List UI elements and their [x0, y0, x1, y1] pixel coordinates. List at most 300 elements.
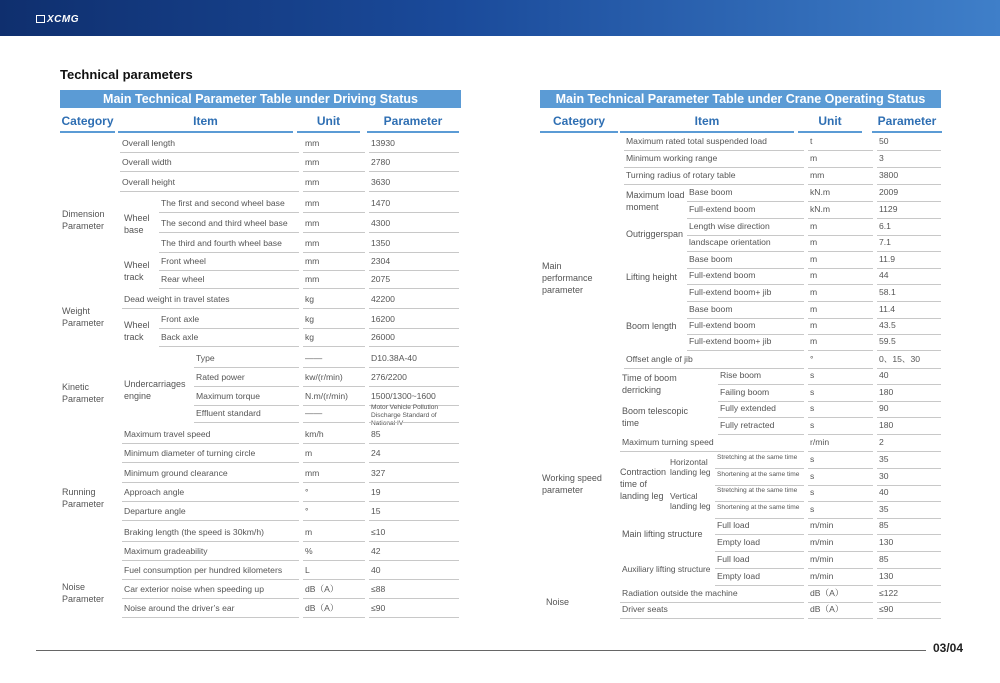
row-item: Dead weight in travel states: [124, 294, 230, 304]
row-divider: [303, 520, 365, 521]
row-divider: [808, 434, 873, 435]
row-unit: dB（A）: [810, 604, 844, 614]
row-divider: [620, 451, 804, 452]
row-divider: [877, 417, 941, 418]
row-unit: m: [305, 448, 313, 458]
row-divider: [877, 551, 941, 552]
row-value: 4300: [371, 218, 391, 228]
row-unit: kg: [305, 314, 315, 324]
row-item: Base boom: [689, 254, 733, 264]
row-item: Overall height: [122, 177, 176, 187]
row-divider: [687, 235, 804, 236]
row-unit: dB（A）: [810, 588, 844, 598]
row-divider: [303, 252, 365, 253]
row-divider: [303, 212, 365, 213]
category-label: Dimension Parameter: [62, 209, 105, 231]
row-divider: [718, 434, 804, 435]
row-divider: [808, 350, 873, 351]
row-divider: [159, 232, 299, 233]
row-value: 11.4: [879, 304, 896, 314]
row-item: Shortening at the same time: [717, 471, 800, 478]
group-label: Outriggerspan: [626, 229, 684, 239]
row-unit: s: [810, 387, 815, 397]
group-label: Wheel track: [124, 260, 150, 282]
row-value: 11.9: [879, 254, 896, 264]
row-value: ≤90: [879, 604, 894, 614]
row-unit: ——: [305, 353, 323, 363]
row-unit: kN.m: [810, 187, 831, 197]
brand-logo: [36, 14, 79, 25]
row-value: 90: [879, 403, 889, 413]
row-divider: [122, 598, 299, 599]
row-unit: m/min: [810, 537, 834, 547]
row-divider: [303, 270, 365, 271]
row-divider: [808, 384, 873, 385]
row-value: ≤90: [371, 603, 386, 613]
row-divider: [159, 212, 299, 213]
row-divider: [687, 268, 804, 269]
row-divider: [369, 482, 459, 483]
row-value: ≤88: [371, 584, 386, 594]
col-header-unit: Unit: [798, 114, 862, 133]
row-item: Overall width: [122, 157, 172, 167]
page-title: Technical parameters: [60, 67, 193, 82]
row-divider: [877, 368, 941, 369]
row-item: Type: [196, 353, 215, 363]
category-label: Noise: [546, 597, 570, 607]
row-unit: m: [810, 320, 818, 330]
row-value: 180: [879, 387, 894, 397]
row-divider: [369, 212, 459, 213]
row-divider: [369, 560, 459, 561]
row-unit: m: [305, 527, 313, 537]
row-value: 42200: [371, 294, 395, 304]
group-label: Auxiliary lifting structure: [622, 564, 711, 574]
row-divider: [877, 618, 941, 619]
row-divider: [624, 368, 804, 369]
row-unit: °: [305, 487, 309, 497]
row-value: 85: [879, 554, 889, 564]
row-unit: kN.m: [810, 204, 831, 214]
row-divider: [808, 401, 873, 402]
row-divider: [808, 268, 873, 269]
row-divider: [369, 462, 459, 463]
row-divider: [715, 585, 804, 586]
row-unit: m/min: [810, 554, 834, 564]
row-divider: [718, 384, 804, 385]
row-value: 30: [879, 471, 889, 481]
row-divider: [620, 602, 804, 603]
row-divider: [808, 518, 873, 519]
row-value: 16200: [371, 314, 395, 324]
row-value: 6.1: [879, 221, 891, 231]
row-divider: [624, 184, 804, 185]
group-label: Horizontal landing leg: [670, 457, 711, 477]
row-value: 1350: [371, 238, 391, 248]
col-header-item: Item: [118, 114, 293, 133]
row-unit: s: [810, 370, 815, 380]
row-unit: m/min: [810, 571, 834, 581]
row-item: Full-extend boom+ jib: [689, 287, 772, 297]
row-divider: [808, 468, 873, 469]
row-divider: [687, 350, 804, 351]
row-unit: m: [810, 237, 818, 247]
row-divider: [369, 617, 459, 618]
row-divider: [687, 251, 804, 252]
row-divider: [369, 270, 459, 271]
row-divider: [808, 334, 873, 335]
brand-name: XCMG: [47, 14, 79, 25]
row-divider: [808, 284, 873, 285]
row-divider: [808, 368, 873, 369]
row-divider: [303, 152, 365, 153]
row-divider: [303, 541, 365, 542]
row-value: 35: [879, 454, 889, 464]
row-item: Fully retracted: [720, 420, 775, 430]
row-divider: [624, 150, 804, 151]
row-divider: [369, 308, 459, 309]
logo-mark-icon: [36, 15, 45, 23]
row-item: Front wheel: [161, 256, 206, 266]
row-item: Noise around the driver’s ear: [124, 603, 235, 613]
row-divider: [303, 171, 365, 172]
col-header-category: Category: [60, 114, 115, 133]
row-value: 2304: [371, 256, 391, 266]
category-label: Working speed parameter: [542, 473, 602, 495]
row-unit: mm: [305, 157, 320, 167]
row-unit: kg: [305, 294, 315, 304]
row-unit: %: [305, 546, 313, 556]
row-divider: [369, 443, 459, 444]
row-value: 40: [879, 487, 889, 497]
row-divider: [159, 346, 299, 347]
row-divider: [369, 252, 459, 253]
row-value: 85: [879, 520, 889, 530]
row-divider: [369, 232, 459, 233]
row-divider: [303, 422, 365, 423]
row-divider: [159, 328, 299, 329]
row-divider: [303, 232, 365, 233]
row-unit: t: [810, 136, 813, 146]
row-unit: °: [810, 354, 814, 364]
row-divider: [303, 579, 365, 580]
row-divider: [194, 422, 299, 423]
row-divider: [715, 518, 804, 519]
row-divider: [808, 602, 873, 603]
category-label: Noise Parameter: [62, 582, 105, 604]
row-divider: [687, 318, 804, 319]
row-unit: m/min: [810, 520, 834, 530]
row-item: Base boom: [689, 304, 733, 314]
row-divider: [877, 485, 941, 486]
row-value: ≤122: [879, 588, 899, 598]
row-divider: [715, 485, 804, 486]
row-divider: [122, 541, 299, 542]
row-value: 2075: [371, 274, 391, 284]
row-unit: s: [810, 420, 815, 430]
row-divider: [808, 184, 873, 185]
row-divider: [369, 579, 459, 580]
row-unit: s: [810, 454, 815, 464]
row-divider: [120, 191, 299, 192]
row-divider: [877, 501, 941, 502]
row-value: 2780: [371, 157, 391, 167]
row-value: 26000: [371, 332, 395, 342]
row-divider: [877, 334, 941, 335]
row-divider: [194, 367, 299, 368]
row-item: Rear wheel: [161, 274, 205, 284]
group-label: Main lifting structure: [622, 529, 703, 539]
category-label: Weight Parameter: [62, 306, 105, 328]
row-item: Length wise direction: [689, 221, 770, 231]
row-divider: [877, 167, 941, 168]
row-item: Full load: [717, 520, 750, 530]
row-item: Empty load: [717, 537, 760, 547]
footer-rule: [36, 650, 926, 651]
row-divider: [808, 618, 873, 619]
row-item: Fully extended: [720, 403, 776, 413]
row-divider: [877, 184, 941, 185]
row-value: 2009: [879, 187, 899, 197]
row-unit: s: [810, 504, 815, 514]
row-divider: [877, 602, 941, 603]
row-divider: [808, 417, 873, 418]
row-value: 180: [879, 420, 894, 430]
row-item: Back axle: [161, 332, 199, 342]
row-divider: [369, 152, 459, 153]
row-unit: mm: [305, 238, 320, 248]
row-unit: mm: [810, 170, 825, 180]
row-divider: [808, 534, 873, 535]
col-header-parameter: Parameter: [872, 114, 942, 133]
row-item: Departure angle: [124, 506, 186, 516]
row-value: 13930: [371, 138, 395, 148]
row-divider: [122, 443, 299, 444]
row-divider: [687, 301, 804, 302]
row-unit: mm: [305, 198, 320, 208]
row-divider: [877, 284, 941, 285]
row-divider: [369, 541, 459, 542]
col-header-unit: Unit: [297, 114, 360, 133]
row-item: Empty load: [717, 571, 760, 581]
row-value: 276/2200: [371, 372, 407, 382]
row-divider: [122, 579, 299, 580]
row-unit: mm: [305, 256, 320, 266]
row-item: Car exterior noise when speeding up: [124, 584, 264, 594]
row-item: Maximum turning speed: [622, 437, 714, 447]
row-unit: N.m/(r/min): [305, 391, 348, 401]
row-divider: [122, 482, 299, 483]
row-value: 42: [371, 546, 381, 556]
row-divider: [808, 501, 873, 502]
row-divider: [369, 367, 459, 368]
row-divider: [877, 568, 941, 569]
row-item: Full-extend boom: [689, 320, 756, 330]
row-value: 35: [879, 504, 889, 514]
row-divider: [122, 560, 299, 561]
row-value: 24: [371, 448, 381, 458]
row-divider: [369, 191, 459, 192]
row-divider: [194, 405, 299, 406]
row-value: 19: [371, 487, 381, 497]
row-divider: [369, 346, 459, 347]
group-label: Boom telescopic time: [622, 406, 689, 428]
row-value: 15: [371, 506, 381, 516]
row-divider: [303, 598, 365, 599]
operating-table-title: Main Technical Parameter Table under Crane Operating Status: [540, 90, 941, 108]
row-divider: [369, 288, 459, 289]
row-value: 130: [879, 537, 894, 547]
row-unit: kg: [305, 332, 315, 342]
row-unit: m: [810, 287, 818, 297]
row-divider: [808, 235, 873, 236]
row-divider: [808, 150, 873, 151]
group-label: Wheel base: [124, 213, 150, 235]
row-item: The third and fourth wheel base: [161, 238, 282, 248]
row-item: Full-extend boom: [689, 270, 756, 280]
row-divider: [808, 318, 873, 319]
row-divider: [808, 218, 873, 219]
row-divider: [159, 288, 299, 289]
row-item: Overall length: [122, 138, 176, 148]
row-divider: [303, 560, 365, 561]
row-item: Offset angle of jib: [626, 354, 693, 364]
header-bar: [0, 0, 1000, 36]
group-label: Wheel track: [124, 320, 150, 342]
row-item: Maximum rated total suspended load: [626, 136, 767, 146]
row-item: Full-extend boom: [689, 204, 756, 214]
row-value: 1500/1300~1600: [371, 391, 436, 401]
row-divider: [303, 443, 365, 444]
row-divider: [715, 468, 804, 469]
group-label: Vertical landing leg: [670, 491, 711, 511]
row-divider: [159, 252, 299, 253]
row-value: 3630: [371, 177, 391, 187]
row-divider: [877, 384, 941, 385]
row-divider: [303, 288, 365, 289]
row-divider: [624, 167, 804, 168]
row-divider: [877, 350, 941, 351]
row-unit: m: [810, 270, 818, 280]
row-divider: [715, 568, 804, 569]
row-unit: mm: [305, 218, 320, 228]
row-value: 3: [879, 153, 884, 163]
group-label: Lifting height: [626, 272, 678, 282]
row-item: Rise boom: [720, 370, 762, 380]
row-divider: [808, 585, 873, 586]
row-item: Front axle: [161, 314, 200, 324]
row-unit: mm: [305, 274, 320, 284]
row-divider: [122, 462, 299, 463]
row-value: 43.5: [879, 320, 896, 330]
row-divider: [159, 270, 299, 271]
row-divider: [620, 618, 804, 619]
row-divider: [808, 451, 873, 452]
row-unit: m: [810, 304, 818, 314]
row-unit: m: [810, 153, 818, 163]
row-value: 1129: [879, 204, 898, 214]
row-item: Full load: [717, 554, 750, 564]
row-divider: [194, 386, 299, 387]
row-divider: [877, 401, 941, 402]
row-item: Effluent standard: [196, 408, 261, 418]
row-item: Maximum torque: [196, 391, 260, 401]
row-divider: [122, 308, 299, 309]
row-divider: [808, 301, 873, 302]
row-item: Driver seats: [622, 604, 668, 614]
row-divider: [718, 417, 804, 418]
col-header-parameter: Parameter: [367, 114, 459, 133]
row-item: Stretching at the same time: [717, 487, 798, 494]
row-unit: m: [810, 254, 818, 264]
row-divider: [715, 551, 804, 552]
row-item: The second and third wheel base: [161, 218, 288, 228]
group-label: Contraction time of landing leg: [620, 467, 667, 501]
row-value: 1470: [371, 198, 391, 208]
row-unit: s: [810, 471, 815, 481]
row-unit: r/min: [810, 437, 830, 447]
row-divider: [808, 201, 873, 202]
row-value: D10.38A-40: [371, 353, 417, 363]
row-item: Turning radius of rotary table: [626, 170, 736, 180]
row-value: 58.1: [879, 287, 896, 297]
row-divider: [303, 367, 365, 368]
row-item: The first and second wheel base: [161, 198, 285, 208]
row-unit: °: [305, 506, 309, 516]
row-unit: s: [810, 403, 815, 413]
row-unit: m: [810, 336, 818, 346]
row-value: 7.1: [879, 237, 891, 247]
row-divider: [877, 268, 941, 269]
row-divider: [877, 150, 941, 151]
row-value: 40: [371, 565, 381, 575]
row-item: landscape orientation: [689, 237, 771, 247]
row-divider: [303, 386, 365, 387]
row-divider: [687, 284, 804, 285]
row-divider: [687, 334, 804, 335]
row-item: Minimum diameter of turning circle: [124, 448, 256, 458]
row-value: 130: [879, 571, 894, 581]
row-divider: [369, 501, 459, 502]
row-divider: [877, 235, 941, 236]
row-value: 327: [371, 468, 386, 478]
row-divider: [369, 328, 459, 329]
row-divider: [808, 568, 873, 569]
row-divider: [808, 167, 873, 168]
row-divider: [877, 251, 941, 252]
category-label: Kinetic Parameter: [62, 382, 105, 404]
group-label: Boom length: [626, 321, 677, 331]
row-value: Motor Vehicle Pollution Discharge Standard of National IV: [371, 404, 439, 427]
col-header-category: Category: [540, 114, 618, 133]
row-divider: [687, 218, 804, 219]
row-divider: [303, 405, 365, 406]
row-item: Shortening at the same time: [717, 504, 800, 511]
row-unit: L: [305, 565, 310, 575]
row-divider: [808, 551, 873, 552]
row-divider: [877, 218, 941, 219]
row-divider: [877, 201, 941, 202]
category-label: Main performance parameter: [542, 261, 593, 295]
row-divider: [808, 251, 873, 252]
row-item: Minimum ground clearance: [124, 468, 228, 478]
row-divider: [122, 501, 299, 502]
row-divider: [122, 520, 299, 521]
row-divider: [120, 152, 299, 153]
row-unit: ——: [305, 408, 323, 418]
row-divider: [877, 301, 941, 302]
row-item: Fuel consumption per hundred kilometers: [124, 565, 283, 575]
